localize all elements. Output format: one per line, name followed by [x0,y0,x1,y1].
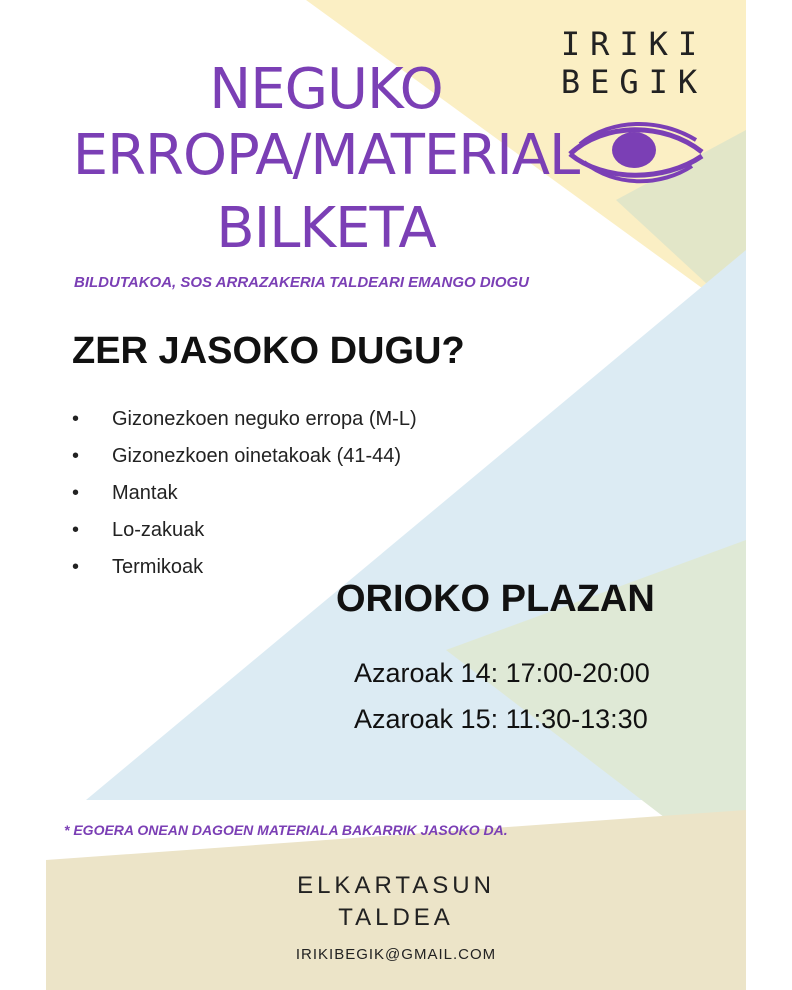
list-item-label: Lo-zakuak [112,519,205,541]
organization-line-1: ELKARTASUN [297,872,495,899]
list-item [72,441,417,478]
list-item-label: Gizonezkoen oinetakoak (41-44) [112,445,402,467]
list-item [72,478,417,515]
section-heading: ZER JASOKO DUGU? [72,330,465,372]
location-heading: ORIOKO PLAZAN [336,578,655,620]
list-item-label: Gizonezkoen neguko erropa (M-L) [112,408,417,430]
title-line-2: ERROPA/MATERIAL [72,123,580,188]
eye-icon [564,118,708,188]
bullet: • [72,556,80,578]
bullet: • [72,482,80,504]
email-address: IRIKIBEGIK@GMAIL.COM [295,946,497,963]
bullet: • [72,445,80,467]
schedule-line-1: Azaroak 14: 17:00-20:00 [354,658,650,688]
logo-line-2: BEGIK [560,63,708,101]
bullet: • [72,519,80,541]
list-item [72,404,417,441]
title-line-3: BILKETA [216,196,436,261]
subtitle: BILDUTAKOA, SOS ARRAZAKERIA TALDEARI EMANGO DIOGU [74,274,529,291]
list-item [72,515,417,552]
items-list [72,404,417,589]
logo-line-1: IRIKI [560,25,708,63]
list-item-label: Mantak [112,482,178,504]
title-line-1: NEGUKO [209,57,443,122]
organization-line-2: TALDEA [338,904,454,931]
footnote: * EGOERA ONEAN DAGOEN MATERIALA BAKARRIK JASOKO DA. [64,822,508,838]
list-item-label: Termikoak [112,556,204,578]
bullet: • [72,408,80,430]
poster [46,0,746,990]
schedule-line-2: Azaroak 15: 11:30-13:30 [354,704,648,734]
